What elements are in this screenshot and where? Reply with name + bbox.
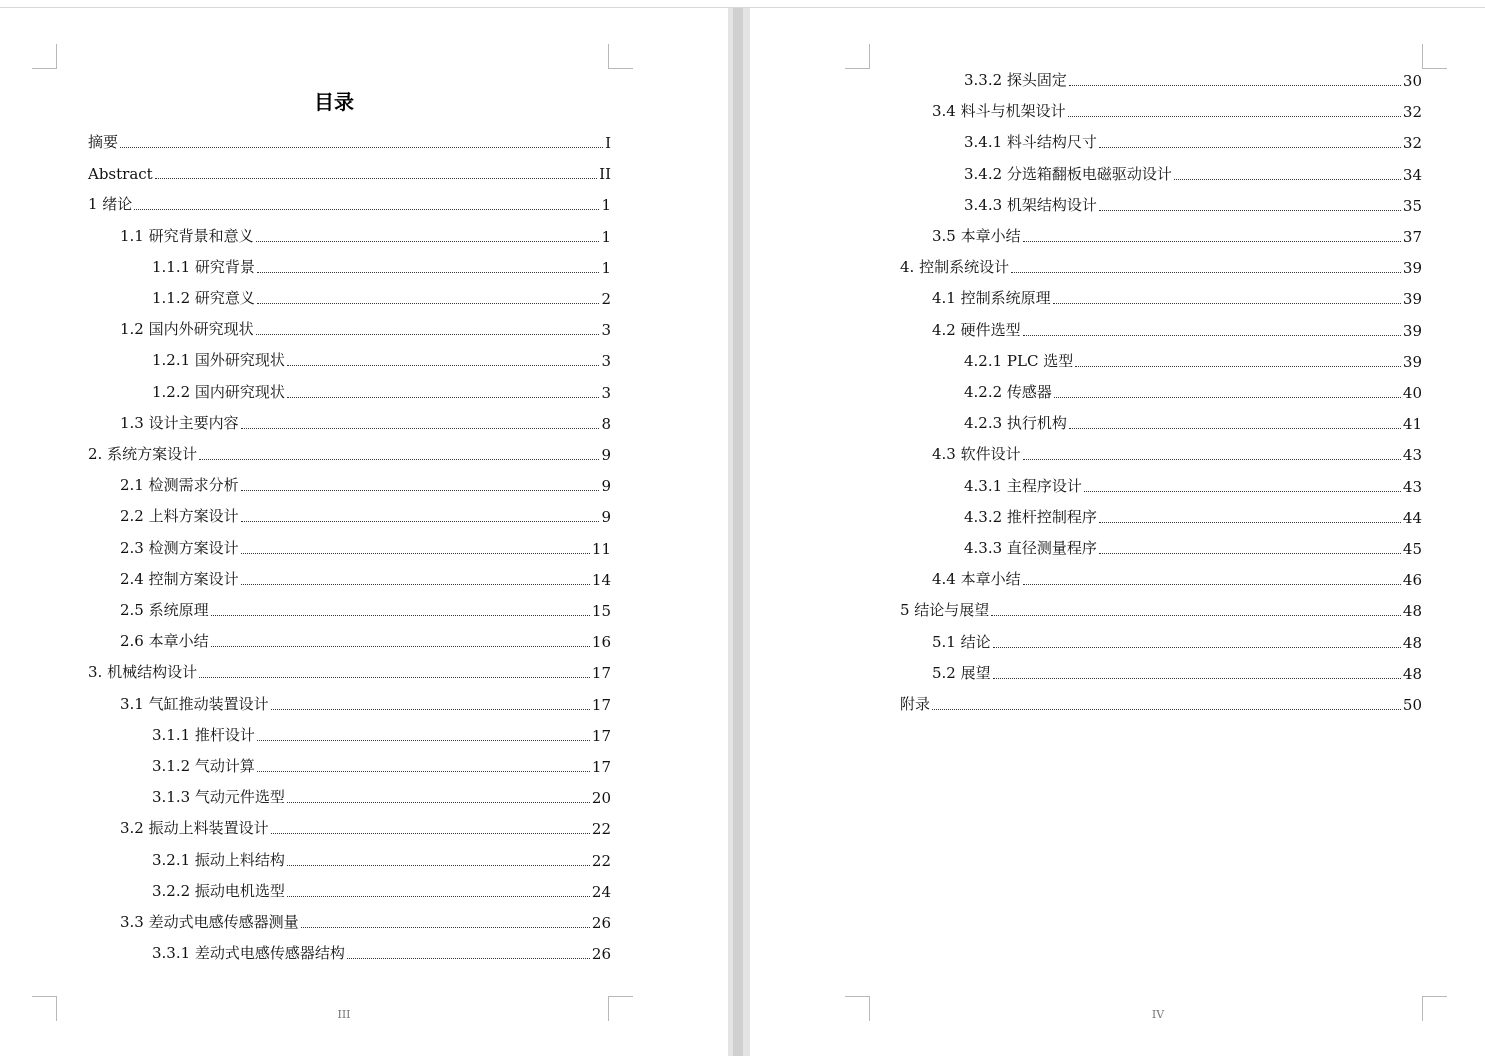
toc-entry-label: 4.1 控制系统原理 — [932, 289, 1051, 308]
dot-leader — [199, 677, 590, 678]
toc-entry-label: 4. 控制系统设计 — [900, 258, 1010, 277]
toc-entry-page: 50 — [1402, 696, 1422, 714]
toc-entry-label: 摘要 — [88, 133, 119, 151]
toc-entry-label: 5 结论与展望 — [900, 601, 990, 620]
dot-leader — [1084, 491, 1401, 492]
toc-entry-label: 4.3.1 主程序设计 — [964, 476, 1082, 495]
crop-mark-bottom-left — [845, 996, 870, 1021]
page-iv[interactable] — [750, 8, 1485, 1056]
toc-entry-page: 44 — [1402, 508, 1422, 527]
toc-entry-label: 3.1 气缸推动装置设计 — [120, 694, 269, 713]
toc-entry-label: 4.3 软件设计 — [932, 445, 1021, 464]
toc-entry-page: 11 — [591, 539, 611, 558]
toc-entry[interactable] — [964, 349, 1422, 371]
dot-leader — [211, 615, 590, 616]
toc-entry[interactable] — [120, 224, 611, 246]
dot-leader — [257, 303, 600, 304]
toc-entry-page: 22 — [591, 820, 611, 839]
toc-entry-label: 3.4.2 分选箱翻板电磁驱动设计 — [964, 164, 1172, 183]
toc-entry[interactable] — [88, 442, 611, 464]
toc-entry-page: 14 — [591, 570, 611, 589]
toc-entry-label: 4.2.1 PLC 选型 — [964, 351, 1074, 370]
toc-entry[interactable] — [120, 910, 611, 932]
toc-entry-page: 39 — [1402, 321, 1422, 340]
toc-entry-label: 2.4 控制方案设计 — [120, 569, 239, 588]
dot-leader — [1053, 303, 1401, 304]
toc-entry[interactable] — [152, 941, 611, 963]
crop-mark-bottom-right — [1422, 996, 1447, 1021]
crop-mark-top-right — [1422, 44, 1447, 69]
page-divider — [733, 8, 743, 1056]
toc-entry-page: 46 — [1402, 571, 1422, 590]
toc-entry[interactable] — [964, 68, 1422, 90]
dot-leader — [120, 147, 603, 148]
toc-entry-label: 3.3.2 探头固定 — [964, 71, 1067, 89]
toc-entry[interactable] — [152, 348, 611, 370]
toc-entry-label: 3. 机械结构设计 — [88, 663, 198, 682]
dot-leader — [241, 490, 600, 491]
toc-entry-page: 45 — [1402, 540, 1422, 558]
toc-entry[interactable] — [900, 692, 1422, 714]
toc-entry-page: 24 — [591, 882, 611, 901]
toc-entry-page: 17 — [591, 726, 611, 745]
toc-entry-page: 40 — [1402, 384, 1422, 402]
dot-leader — [287, 896, 590, 897]
toc-entry[interactable] — [964, 193, 1422, 215]
dot-leader — [1023, 459, 1401, 460]
toc-entry-label: 3.4.3 机架结构设计 — [964, 195, 1097, 214]
toc-entry[interactable] — [932, 567, 1422, 589]
dot-leader — [1174, 179, 1401, 180]
toc-entry-label: 3.4 料斗与机架设计 — [932, 102, 1066, 121]
toc-entry-label: 5.2 展望 — [932, 663, 991, 682]
toc-entry-label: 3.2.2 振动电机选型 — [152, 881, 285, 900]
toc-entry-page: 41 — [1402, 415, 1422, 434]
toc-entry-label: 4.2.2 传感器 — [964, 383, 1052, 401]
toc-entry-label: 4.2 硬件选型 — [932, 320, 1021, 339]
toc-entry-page: 17 — [591, 758, 611, 776]
toc-entry-page: 34 — [1402, 165, 1422, 184]
toc-entry[interactable] — [152, 723, 611, 745]
dot-leader — [287, 802, 590, 803]
dot-leader — [287, 397, 600, 398]
toc-entry-label: 1.2 国内外研究现状 — [120, 320, 254, 339]
dot-leader — [1011, 272, 1401, 273]
toc-entry-page: 1 — [601, 196, 611, 215]
toc-entry-page: 43 — [1402, 446, 1422, 465]
toc-entry-label: 1.1.1 研究背景 — [152, 257, 255, 276]
toc-entry-label: 3.1.2 气动计算 — [152, 757, 255, 775]
toc-entry-label: 3.1.3 气动元件选型 — [152, 788, 285, 807]
toc-entry-label: 4.3.2 推杆控制程序 — [964, 507, 1097, 526]
page-number: IV — [1151, 1008, 1165, 1021]
toc-entry-label: 3.5 本章小结 — [932, 227, 1021, 245]
toc-entry-page: 32 — [1402, 103, 1422, 122]
toc-entry[interactable] — [120, 473, 611, 495]
toc-entry[interactable] — [964, 130, 1422, 152]
toc-entry-page: 17 — [591, 695, 611, 714]
toc-entry-page: 48 — [1402, 664, 1422, 683]
toc-entry-page: 9 — [601, 508, 611, 527]
dot-leader — [991, 615, 1401, 616]
toc-entry-page: 1 — [601, 258, 611, 277]
ruler-strip — [0, 0, 1485, 8]
dot-leader — [155, 178, 597, 179]
toc-entry-page: 26 — [591, 914, 611, 932]
dot-leader — [932, 709, 1401, 710]
toc-entry-label: 3.3.1 差动式电感传感器结构 — [152, 944, 345, 963]
toc-entry-label: 1 绪论 — [88, 195, 133, 214]
toc-entry[interactable] — [964, 474, 1422, 496]
toc-entry-page: 48 — [1402, 633, 1422, 652]
toc-entry-page: 20 — [591, 789, 611, 808]
toc-entry[interactable] — [152, 380, 611, 402]
crop-mark-bottom-left — [32, 996, 57, 1021]
toc-entry-page: 3 — [601, 321, 611, 340]
toc-entry[interactable] — [120, 411, 611, 433]
toc-entry-page: 32 — [1402, 134, 1422, 153]
dot-leader — [271, 833, 590, 834]
dot-leader — [1069, 85, 1401, 86]
toc-entry-page: 17 — [591, 664, 611, 683]
toc-entry-label: 4.4 本章小结 — [932, 570, 1021, 589]
toc-entry[interactable] — [88, 660, 611, 682]
toc-entry-label: 1.3 设计主要内容 — [120, 413, 239, 432]
dot-leader — [241, 521, 600, 522]
dot-leader — [301, 927, 590, 928]
toc-entry-page: 3 — [601, 352, 611, 371]
toc-entry[interactable] — [120, 598, 611, 620]
dot-leader — [1023, 584, 1401, 585]
toc-entry[interactable] — [120, 567, 611, 589]
toc-entry-page: 39 — [1402, 290, 1422, 309]
dot-leader — [1099, 210, 1401, 211]
toc-entry-label: 3.3 差动式电感传感器测量 — [120, 913, 299, 931]
toc-entry[interactable] — [964, 536, 1422, 558]
toc-entry-page: 30 — [1402, 72, 1422, 90]
toc-entry-label: 2.2 上料方案设计 — [120, 507, 239, 526]
dot-leader — [287, 865, 590, 866]
toc-entry[interactable] — [964, 380, 1422, 402]
dot-leader — [347, 958, 590, 959]
toc-entry-label: 4.3.3 直径测量程序 — [964, 539, 1097, 557]
toc-entry[interactable] — [900, 598, 1422, 620]
crop-mark-top-right — [608, 44, 633, 69]
toc-entry[interactable] — [932, 286, 1422, 308]
toc-entry-label: 2.6 本章小结 — [120, 632, 209, 651]
crop-mark-bottom-right — [608, 996, 633, 1021]
toc-entry[interactable] — [88, 130, 611, 152]
dot-leader — [256, 334, 600, 335]
dot-leader — [211, 646, 590, 647]
toc-entry[interactable] — [932, 442, 1422, 464]
toc-title: 目录 — [314, 90, 354, 114]
toc-entry-page: 2 — [601, 290, 611, 308]
toc-entry-page: 37 — [1402, 228, 1422, 246]
dot-leader — [199, 459, 599, 460]
toc-entry[interactable] — [964, 411, 1422, 433]
toc-entry[interactable] — [932, 224, 1422, 246]
toc-entry-page: 39 — [1402, 352, 1422, 371]
toc-entry-label: 2.5 系统原理 — [120, 601, 209, 619]
toc-entry[interactable] — [88, 161, 611, 183]
dot-leader — [257, 771, 590, 772]
toc-entry-page: 39 — [1402, 259, 1422, 278]
dot-leader — [1054, 397, 1401, 398]
toc-entry-page: II — [599, 165, 611, 184]
toc-entry-page: 3 — [601, 383, 611, 402]
dot-leader — [1099, 553, 1401, 554]
toc-entry[interactable] — [932, 318, 1422, 340]
toc-entry-page: 8 — [601, 414, 611, 433]
toc-entry[interactable] — [964, 505, 1422, 527]
toc-entry[interactable] — [932, 630, 1422, 652]
toc-entry-label: 1.1.2 研究意义 — [152, 289, 255, 307]
dot-leader — [1023, 335, 1401, 336]
toc-entry-label: 附录 — [900, 695, 931, 713]
toc-entry-page: 48 — [1402, 602, 1422, 621]
toc-entry[interactable] — [152, 286, 611, 308]
toc-entry[interactable] — [120, 317, 611, 339]
dot-leader — [1069, 428, 1401, 429]
toc-entry-page: 26 — [591, 945, 611, 964]
toc-entry-page: 1 — [601, 227, 611, 246]
toc-entry-page: 43 — [1402, 477, 1422, 496]
dot-leader — [256, 241, 600, 242]
toc-entry[interactable] — [964, 162, 1422, 184]
toc-entry[interactable] — [120, 692, 611, 714]
dot-leader — [241, 584, 590, 585]
toc-entry-page: 9 — [601, 477, 611, 496]
toc-entry-label: 3.4.1 料斗结构尺寸 — [964, 133, 1097, 152]
crop-mark-top-left — [32, 44, 57, 69]
toc-entry-label: 3.1.1 推杆设计 — [152, 725, 255, 744]
toc-entry-label: 3.2.1 振动上料结构 — [152, 850, 285, 869]
toc-entry-label: 1.2.2 国内研究现状 — [152, 382, 285, 401]
toc-entry-page: 16 — [591, 633, 611, 652]
toc-entry-label: 3.2 振动上料装置设计 — [120, 819, 269, 838]
dot-leader — [257, 272, 600, 273]
dot-leader — [241, 553, 590, 554]
toc-entry[interactable] — [120, 816, 611, 838]
toc-entry[interactable] — [932, 661, 1422, 683]
toc-entry-page: 22 — [591, 851, 611, 870]
toc-entry-page: 15 — [591, 602, 611, 620]
crop-mark-top-left — [845, 44, 870, 69]
toc-entry-page: 35 — [1402, 196, 1422, 215]
toc-entry[interactable] — [120, 504, 611, 526]
dot-leader — [134, 209, 599, 210]
dot-leader — [1068, 116, 1401, 117]
toc-entry[interactable] — [152, 879, 611, 901]
dot-leader — [287, 365, 600, 366]
dot-leader — [993, 647, 1401, 648]
toc-entry-label: 2.3 检测方案设计 — [120, 538, 239, 557]
toc-entry-page: I — [605, 134, 611, 152]
toc-entry[interactable] — [152, 754, 611, 776]
dot-leader — [1099, 147, 1401, 148]
toc-entry[interactable] — [900, 255, 1422, 277]
toc-entry[interactable] — [152, 848, 611, 870]
toc-entry-label: 4.2.3 执行机构 — [964, 414, 1067, 433]
toc-entry[interactable] — [932, 99, 1422, 121]
toc-entry-label: 1.2.1 国外研究现状 — [152, 351, 285, 370]
toc-entry[interactable] — [120, 629, 611, 651]
toc-entry-label: 2.1 检测需求分析 — [120, 476, 239, 495]
dot-leader — [257, 740, 590, 741]
page-iii[interactable] — [0, 8, 728, 1056]
toc-entry[interactable] — [152, 255, 611, 277]
toc-entry[interactable] — [152, 785, 611, 807]
toc-entry[interactable] — [88, 192, 611, 214]
toc-entry-label: 2. 系统方案设计 — [88, 445, 198, 463]
dot-leader — [1075, 366, 1401, 367]
toc-entry-label: 1.1 研究背景和意义 — [120, 226, 254, 245]
dot-leader — [241, 428, 600, 429]
toc-entry-label: Abstract — [88, 165, 153, 184]
page-number: III — [337, 1008, 351, 1021]
dot-leader — [993, 678, 1401, 679]
dot-leader — [1099, 522, 1401, 523]
toc-entry-page: 9 — [601, 446, 611, 464]
toc-entry[interactable] — [120, 536, 611, 558]
dot-leader — [271, 709, 590, 710]
toc-entry-label: 5.1 结论 — [932, 632, 991, 651]
dot-leader — [1023, 241, 1401, 242]
